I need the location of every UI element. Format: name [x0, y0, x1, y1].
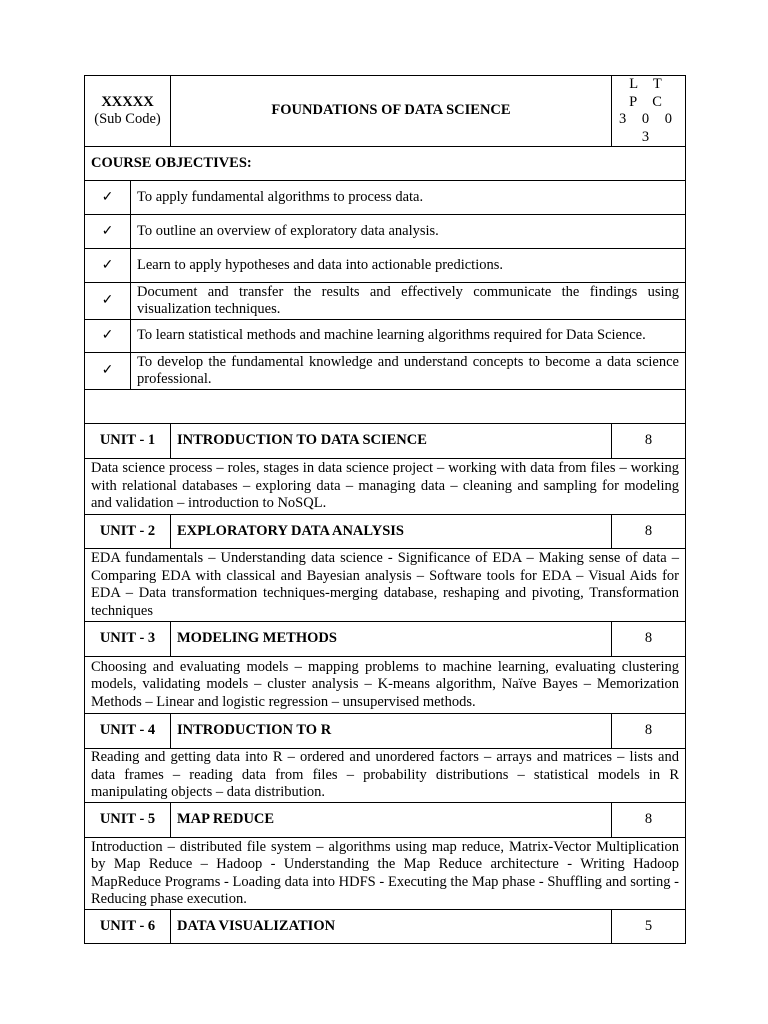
sub-code: XXXXX [101, 93, 154, 110]
unit-content: Choosing and evaluating models – mapping problems to machine learning, evaluating clustering models, validating models – cluster analysis – K-means algorithm, Naïve Bayes – Memorization Methods – Linear and logistic regression – unsupervised methods. [85, 657, 686, 714]
check-icon: ✓ [85, 320, 131, 353]
unit-content: Introduction – distributed file system – algorithms using map reduce, Matrix-Vector Multiplication by Map Reduce – Hadoop - Understanding the Map Reduce architecture - Writing Hadoop MapReduce Programs - Loading data into HDFS - Executing the Map phase - Shuffling and sorting - Reducing phase execution. [85, 838, 686, 910]
objective-row [85, 181, 686, 215]
unit-header-row [85, 515, 686, 549]
objective-text: To outline an overview of exploratory data analysis. [131, 215, 686, 249]
unit-title: DATA VISUALIZATION [171, 910, 612, 944]
unit-label: UNIT - 3 [85, 622, 171, 657]
objective-text: To develop the fundamental knowledge and understand concepts to become a data science professional. [131, 353, 686, 390]
objective-row [85, 353, 686, 390]
unit-header-row [85, 622, 686, 657]
unit-hours: 8 [612, 424, 686, 459]
objective-row [85, 215, 686, 249]
unit-content-row [85, 838, 686, 910]
unit-header-row [85, 803, 686, 838]
unit-title: MAP REDUCE [171, 803, 612, 838]
ltpc-labels: L T P C [629, 76, 668, 110]
unit-hours: 8 [612, 622, 686, 657]
unit-hours: 8 [612, 714, 686, 749]
objectives-heading-row [85, 147, 686, 181]
unit-content: Data science process – roles, stages in data science project – working with data from files – working with relational databases – exploring data – managing data – cleaning and sampling for modeling and validation – introduction to NoSQL. [85, 459, 686, 515]
unit-content-row [85, 459, 686, 515]
unit-title: INTRODUCTION TO R [171, 714, 612, 749]
unit-content: EDA fundamentals – Understanding data science - Significance of EDA – Making sense of data – Comparing EDA with classical and Bayesian analysis – Software tools for EDA – Visual Aids for EDA – Data transformation techniques-merging database, reshaping and pivoting, Transformation techniques [85, 549, 686, 622]
unit-hours: 8 [612, 803, 686, 838]
course-title: FOUNDATIONS OF DATA SCIENCE [171, 76, 612, 147]
unit-header-row [85, 424, 686, 459]
unit-hours: 8 [612, 515, 686, 549]
check-icon: ✓ [85, 249, 131, 283]
ltpc-values: 3 0 0 3 [619, 111, 678, 145]
unit-content-row [85, 549, 686, 622]
sub-code-cell [85, 76, 171, 147]
check-icon: ✓ [85, 181, 131, 215]
unit-title: INTRODUCTION TO DATA SCIENCE [171, 424, 612, 459]
unit-hours: 5 [612, 910, 686, 944]
check-icon: ✓ [85, 215, 131, 249]
unit-header-row [85, 714, 686, 749]
objectives-heading: COURSE OBJECTIVES: [85, 147, 686, 181]
unit-label: UNIT - 2 [85, 515, 171, 549]
check-icon: ✓ [85, 353, 131, 390]
sub-code-label: (Sub Code) [94, 111, 161, 127]
unit-header-row [85, 910, 686, 944]
unit-label: UNIT - 1 [85, 424, 171, 459]
unit-title: EXPLORATORY DATA ANALYSIS [171, 515, 612, 549]
unit-content-row [85, 657, 686, 714]
header-row [85, 76, 686, 147]
objective-text: To apply fundamental algorithms to process data. [131, 181, 686, 215]
unit-content-row [85, 749, 686, 803]
unit-label: UNIT - 5 [85, 803, 171, 838]
unit-title: MODELING METHODS [171, 622, 612, 657]
check-icon: ✓ [85, 283, 131, 320]
objective-text: To learn statistical methods and machine learning algorithms required for Data Science. [131, 320, 686, 353]
spacer-row [85, 390, 686, 424]
spacer-cell [85, 390, 686, 424]
objective-text: Learn to apply hypotheses and data into actionable predictions. [131, 249, 686, 283]
ltpc-cell [612, 76, 686, 147]
objective-text: Document and transfer the results and effectively communicate the findings using visualization techniques. [131, 283, 686, 320]
unit-content: Reading and getting data into R – ordered and unordered factors – arrays and matrices – lists and data frames – reading data from files – probability distributions – statistical models in R manipulating objects – data distribution. [85, 749, 686, 803]
unit-label: UNIT - 4 [85, 714, 171, 749]
unit-label: UNIT - 6 [85, 910, 171, 944]
objective-row [85, 249, 686, 283]
syllabus-table [84, 75, 686, 944]
objective-row [85, 283, 686, 320]
objective-row [85, 320, 686, 353]
